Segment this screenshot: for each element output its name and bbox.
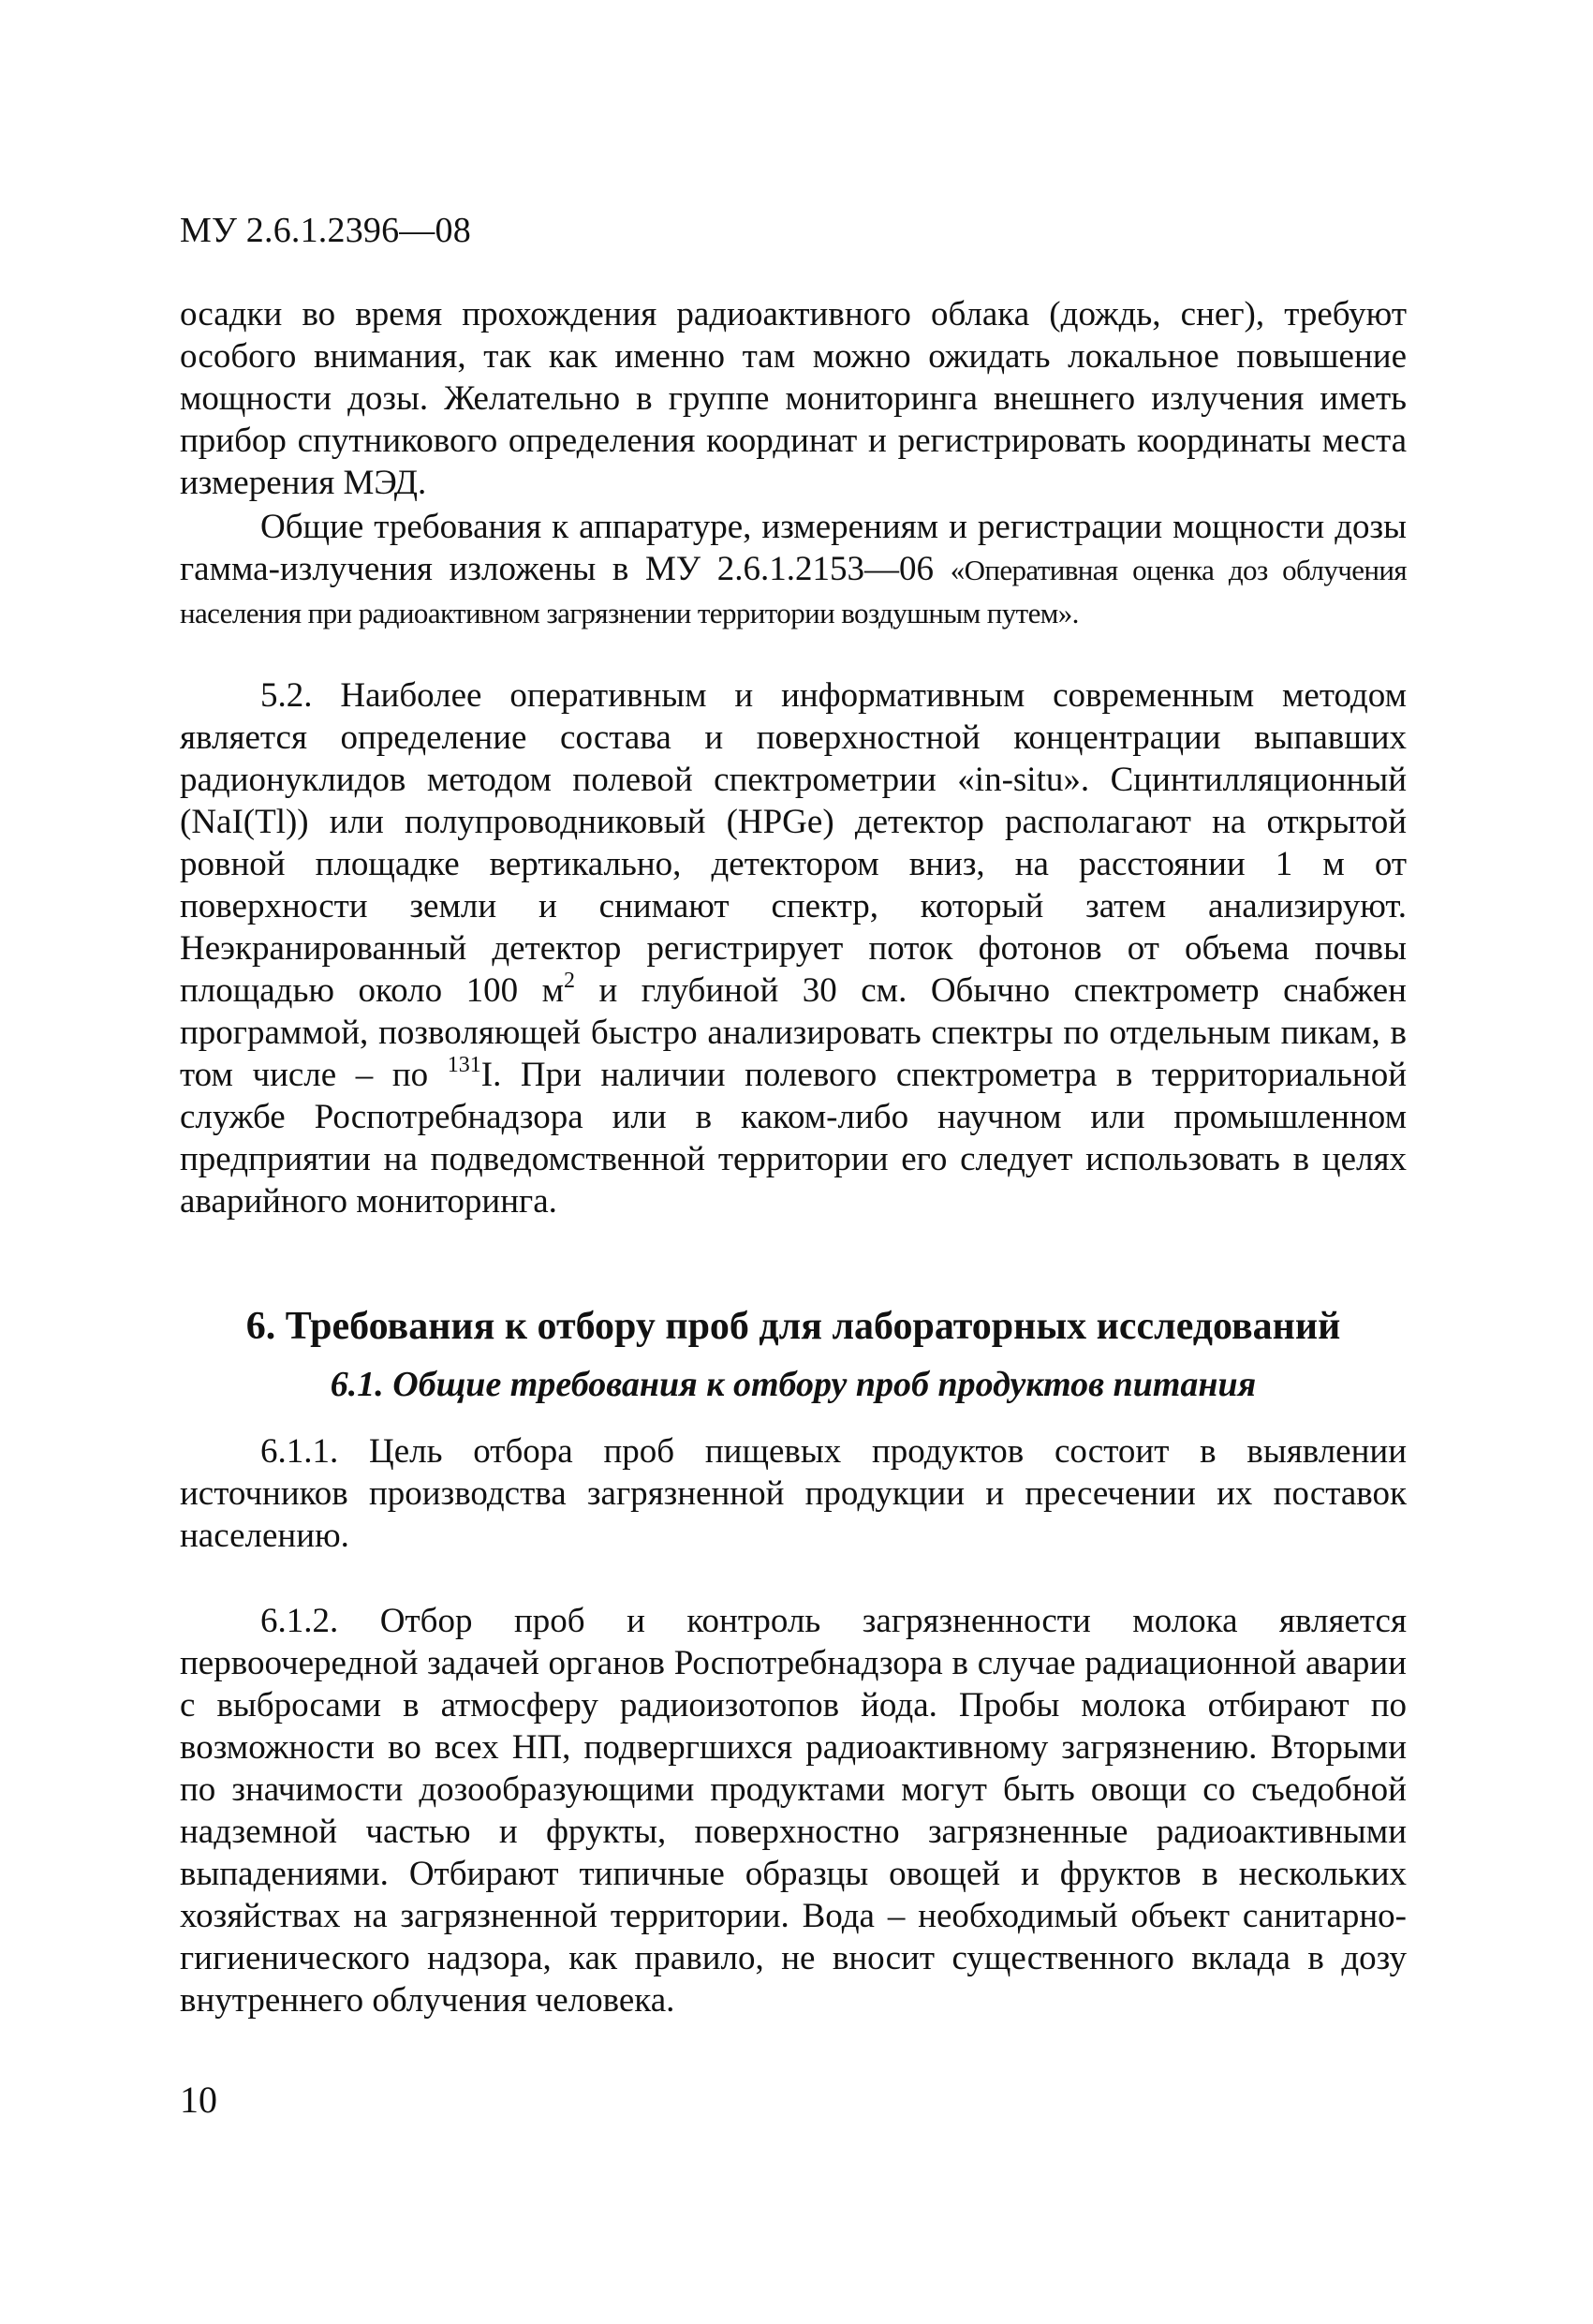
paragraph-text-part: I. При наличии полевого спектрометра в территориальной службе Роспотребнадзора или в каком-либо научном или промышленном предприятии на подведомственной территории его следует использовать в целях аварийного мониторинга.	[180, 1056, 1407, 1221]
paragraph-text: осадки во время прохождения радиоактивного облака (дождь, снег), требуют особого внимания, так как именно там можно ожидать локальное повышение мощности дозы. Желательно в группе мониторинга внешнего излучения иметь прибор спутникового определения координат и регистрировать координаты места измерения МЭД.	[180, 295, 1407, 502]
document-code-header: МУ 2.6.1.2396—08	[180, 211, 471, 250]
page-number: 10	[180, 2079, 217, 2121]
subsection-title: 6.1. Общие требования к отбору проб продуктов питания	[330, 1365, 1257, 1404]
paragraph-text	[180, 506, 1407, 634]
paragraph-field-spectrometry	[180, 674, 1407, 1222]
superscript-square: 2	[563, 968, 575, 993]
document-quote: «Оперативная оценка доз облучения населения при радиоактивном загрязнении территории воздушным путем».	[180, 554, 1408, 629]
paragraph-text-part: 5.2. Наиболее оперативным и информативным современным методом является определение состава и поверхностной концентрации выпавших радионуклидов методом полевой спектрометрии «in-situ». Сцинтилляционный (NaI(Tl)) или полупроводниковый (HPGe) детектор располагают на открытой ровной площадке вертикально, детектором вниз, на расстоянии 1 м от поверхности земли и снимают спектр, который затем анализируют. Неэкранированный детектор регистрирует поток фотонов от объема почвы площадью около 100 м	[180, 676, 1407, 1010]
paragraph-sampling-purpose	[180, 1430, 1407, 1557]
paragraph-main-text: Общие требования к аппаратуре, измерениям и регистрации мощности дозы гамма-излучения изложены в МУ 2.6.1.2153—06	[180, 508, 1407, 588]
section-title: 6. Требования к отбору проб для лабораторных исследований	[245, 1305, 1341, 1348]
paragraph-text	[180, 674, 1407, 1222]
paragraph-precipitation	[180, 293, 1407, 504]
paragraph-text-part: и глубиной 30 см. Обычно спектрометр снабжен программой, позволяющей быстро анализировать спектры по отдельным пикам, в том числе – по	[180, 971, 1407, 1094]
paragraph-text: 6.1.1. Цель отбора проб пищевых продуктов состоит в выявлении источников производства загрязненной продукции и пресечении их поставок населению.	[180, 1432, 1407, 1555]
superscript-isotope: 131	[447, 1052, 481, 1077]
paragraph-general-requirements	[180, 506, 1407, 634]
paragraph-text: 6.1.2. Отбор проб и контроль загрязненности молока является первоочередной задачей органов Роспотребнадзора в случае радиационной аварии с выбросами в атмосферу радиоизотопов йода. Пробы молока отбирают по возможности во всех НП, подвергшихся радиоактивному загрязнению. Вторыми по значимости дозообразующими продуктами могут быть овощи со съедобной надземной частью и фрукты, поверхностно загрязненные радиоактивными выпадениями. Отбирают типичные образцы овощей и фруктов в нескольких хозяйствах на загрязненной территории. Вода – необходимый объект санитарно-гигиенического надзора, как правило, не вносит существенного вклада в дозу внутреннего облучения человека.	[180, 1602, 1407, 2020]
paragraph-milk-sampling	[180, 1600, 1407, 2021]
